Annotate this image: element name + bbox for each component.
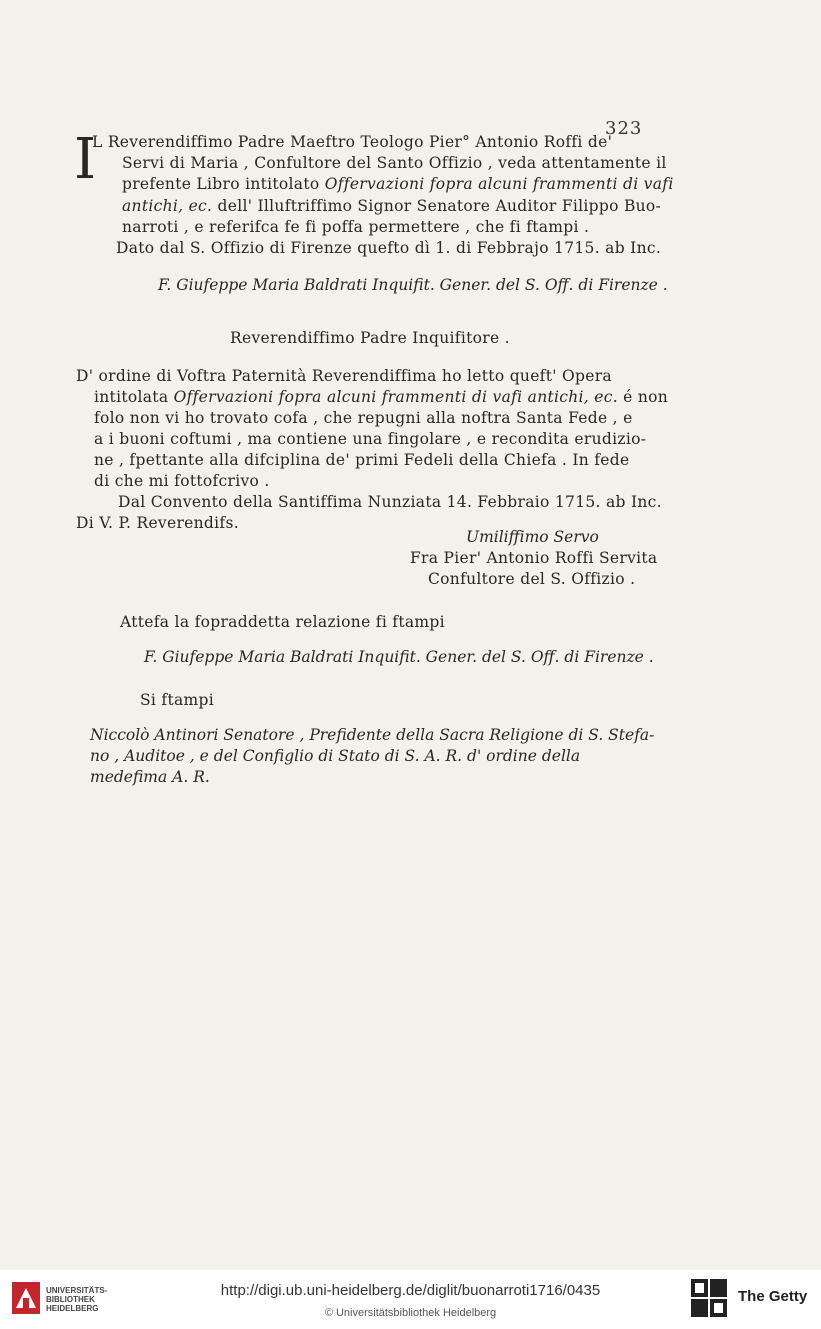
- imprimatur-line: antichi, ec. dell' Illuftriffimo Signor Senatore Auditor Filippo Buo-: [122, 197, 662, 215]
- report-line: folo non vi ho trovato cofa , che repugni alla noftra Santa Fede , e: [94, 409, 633, 427]
- approval-text: Attefa la fopraddetta relazione fi ftampi: [120, 613, 445, 631]
- report-line: ne , fpettante alla difciplina de' primi Fedeli della Chiefa . In fede: [94, 451, 630, 469]
- book-title-end: antichi, ec.: [122, 197, 213, 215]
- source-url[interactable]: http://digi.ub.uni-heidelberg.de/diglit/buonarroti1716/0435: [220, 1282, 601, 1299]
- getty-icon: [690, 1278, 728, 1318]
- report-heading: Reverendiffimo Padre Inquifitore .: [230, 329, 510, 347]
- report-line: intitolata Offervazioni fopra alcuni frammenti di vafi antichi, ec. é non: [94, 388, 669, 406]
- book-title: Offervazioni fopra alcuni frammenti di vafi antichi, ec.: [173, 388, 618, 406]
- book-title: Offervazioni fopra alcuni frammenti di vafi: [324, 175, 674, 193]
- imprimatur-line: L Reverendiffimo Padre Maeftro Teologo Pier° Antonio Roffi de': [92, 133, 613, 151]
- drop-cap: I: [74, 127, 97, 192]
- page-number: 323: [605, 118, 643, 139]
- senator-line: medefima A. R.: [90, 768, 210, 786]
- ub-logo-text: UNIVERSITÄTS- BIBLIOTHEK HEIDELBERG: [46, 1286, 108, 1313]
- report-signer-role: Confultore del S. Offizio .: [428, 570, 636, 588]
- viewer-footer: [0, 1270, 821, 1329]
- report-line: D' ordine di Voftra Paternità Reverendiffima ho letto queft' Opera: [76, 367, 612, 385]
- senator-line: Niccolò Antinori Senatore , Prefidente della Sacra Religione di S. Stefa-: [90, 726, 655, 744]
- report-line: a i buoni coftumi , ma contiene una fingolare , e recondita erudizio-: [94, 430, 647, 448]
- report-closing: Umiliffimo Servo: [466, 528, 599, 546]
- inquisitor-signature: F. Giufeppe Maria Baldrati Inquifit. Gener. del S. Off. di Firenze .: [158, 276, 668, 294]
- inquisitor-signature: F. Giufeppe Maria Baldrati Inquifit. Gener. del S. Off. di Firenze .: [144, 648, 654, 666]
- getty-logo[interactable]: [690, 1276, 815, 1322]
- getty-text: The Getty: [738, 1288, 808, 1305]
- report-salutation: Di V. P. Reverendifs.: [76, 514, 239, 532]
- imprimatur-line: narroti , e referifca fe fi poffa permettere , che fi ftampi .: [122, 218, 590, 236]
- imprimatur-line: Servi di Maria , Confultore del Santo Offizio , veda attentamente il: [122, 154, 667, 172]
- imprimatur-line: prefente Libro intitolato Offervazioni fopra alcuni frammenti di vafi: [122, 175, 674, 193]
- imprimatur-date: Dato dal S. Offizio di Firenze quefto dì 1. di Febbrajo 1715. ab Inc.: [116, 239, 662, 257]
- report-signer-name: Fra Pier' Antonio Roffi Servita: [410, 549, 658, 567]
- report-date: Dal Convento della Santiffima Nunziata 14. Febbraio 1715. ab Inc.: [118, 493, 662, 511]
- copyright-notice: © Universitätsbibliothek Heidelberg: [324, 1307, 497, 1319]
- report-line: di che mi fottofcrivo .: [94, 472, 270, 490]
- senator-line: no , Auditoe , e del Configlio di Stato di S. A. R. d' ordine della: [90, 747, 581, 765]
- print-approval: Si ftampi: [140, 691, 214, 709]
